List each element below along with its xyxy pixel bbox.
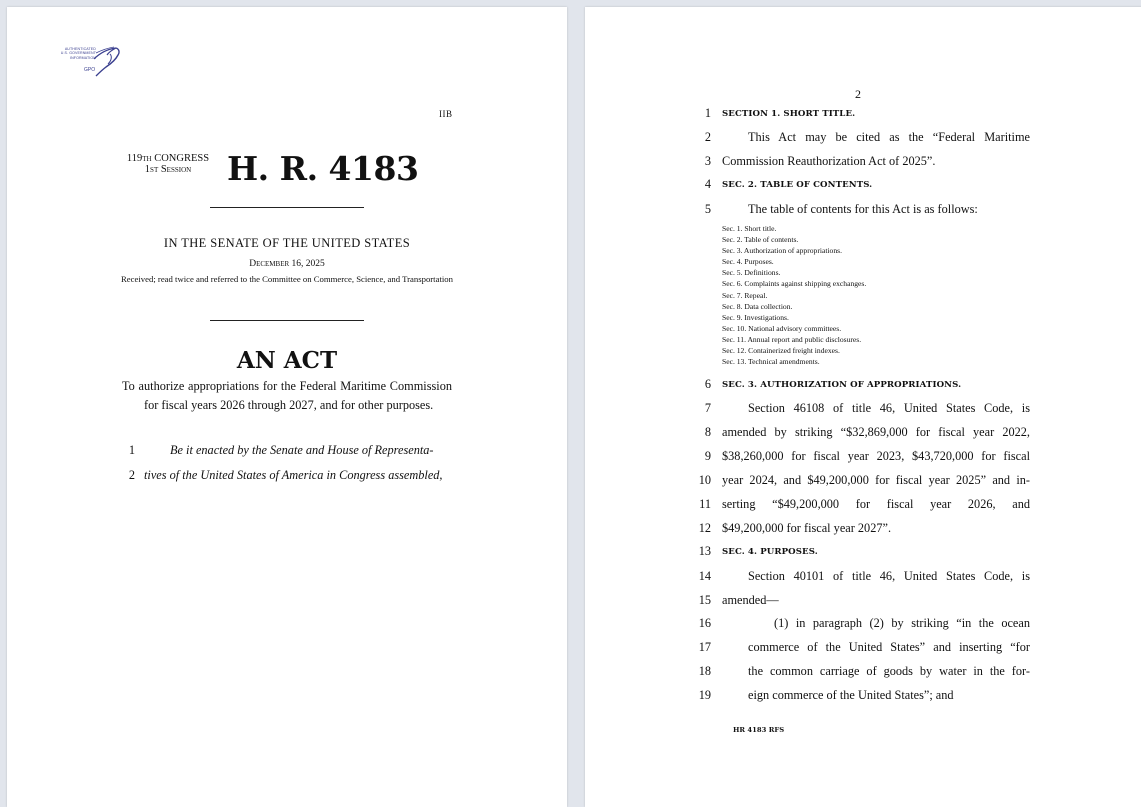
line-number: 12 <box>698 521 711 535</box>
page-number: 2 <box>855 87 861 101</box>
toc-entry: Sec. 13. Technical amendments. <box>722 357 820 367</box>
divider <box>210 207 364 208</box>
bill-text-line: $38,260,000 for fiscal year 2023, $43,720,000 for fiscal <box>722 449 1030 463</box>
congress-session-label <box>119 153 217 175</box>
line-number: 4 <box>704 177 711 191</box>
bill-text-line: year 2024, and $49,200,000 for fiscal year 2025” and in- <box>722 473 1030 487</box>
bill-number: H. R. 4183 <box>227 149 419 188</box>
page-footer: HR 4183 RFS <box>733 726 785 734</box>
document-page-2 <box>585 7 1141 807</box>
bill-text-line: $49,200,000 for fiscal year 2027”. <box>722 521 892 535</box>
line-number: 13 <box>698 544 711 558</box>
line-number: 14 <box>698 569 711 583</box>
line-number: 2 <box>128 468 135 482</box>
gpo-authenticated-logo <box>54 45 124 77</box>
document-page-1 <box>7 7 567 807</box>
toc-entry: Sec. 3. Authorization of appropriations. <box>722 246 842 256</box>
logo-line: AUTHENTICATED <box>64 47 96 51</box>
toc-entry: Sec. 8. Data collection. <box>722 301 793 311</box>
line-number: 11 <box>699 497 711 511</box>
bill-text-line: Section 40101 of title 46, United States Code, is <box>748 569 1030 583</box>
line-number: 5 <box>704 202 711 216</box>
bill-text-line: (1) in paragraph (2) by striking “in the ocean <box>774 616 1030 630</box>
section-heading: SECTION 1. SHORT TITLE. <box>722 109 856 119</box>
bill-text-line: amended— <box>722 593 779 607</box>
document-code: IIB <box>439 109 453 119</box>
congress-number: 119th CONGRESS <box>126 153 210 164</box>
bill-text-line: commerce of the United States” and inserting “for <box>748 640 1030 654</box>
section-heading: SEC. 4. PURPOSES. <box>722 547 818 557</box>
enacting-clause-line: tives of the United States of America in Congress assembled, <box>144 468 443 482</box>
line-number: 1 <box>128 443 135 457</box>
enacting-clause-line: Be it enacted by the Senate and House of Representa- <box>170 443 434 457</box>
toc-entry: Sec. 11. Annual report and public disclosures. <box>722 334 862 344</box>
referral-text: Received; read twice and referred to the Committee on Commerce, Science, and Transportation <box>121 274 453 284</box>
toc-entry: Sec. 4. Purposes. <box>722 257 774 267</box>
toc-entry: Sec. 6. Complaints against shipping exchanges. <box>722 279 867 289</box>
line-number: 10 <box>698 473 711 487</box>
bill-text-line: amended by striking “$32,869,000 for fiscal year 2022, <box>722 425 1030 439</box>
toc-entry: Sec. 1. Short title. <box>722 224 777 233</box>
bill-text-line: serting “$49,200,000 for fiscal year 2026, and <box>722 497 1030 511</box>
session-number: 1st Session <box>144 164 192 175</box>
bill-text-line: the common carriage of goods by water in the for- <box>748 664 1030 678</box>
line-number: 18 <box>698 664 711 678</box>
toc-entry: Sec. 7. Repeal. <box>722 290 768 300</box>
line-number: 7 <box>704 401 711 415</box>
logo-line: INFORMATION <box>70 55 96 60</box>
line-number: 6 <box>704 377 711 391</box>
bill-text-line: eign commerce of the United States”; and <box>748 688 954 702</box>
act-purpose: To authorize appropriations for the Federal Maritime Commission for fiscal years 2026 through 2027, and for other purposes. <box>122 379 452 412</box>
toc-entry: Sec. 10. National advisory committees. <box>722 323 842 333</box>
table-of-contents <box>722 223 866 367</box>
line-number: 3 <box>704 154 711 168</box>
bill-text-line: The table of contents for this Act is as follows: <box>748 202 978 216</box>
bill-text-line: Section 46108 of title 46, United States Code, is <box>748 401 1030 415</box>
line-number: 8 <box>704 425 711 439</box>
action-date: December 16, 2025 <box>249 259 325 269</box>
chamber-heading: IN THE SENATE OF THE UNITED STATES <box>163 236 411 250</box>
logo-gpo-text: GPO <box>84 67 96 73</box>
bill-text-line: Commission Reauthorization Act of 2025”. <box>722 154 936 168</box>
line-number: 17 <box>698 640 711 654</box>
toc-entry: Sec. 12. Containerized freight indexes. <box>722 346 840 356</box>
toc-entry: Sec. 9. Investigations. <box>722 312 789 322</box>
line-number: 9 <box>704 449 711 463</box>
section-heading: SEC. 2. TABLE OF CONTENTS. <box>722 180 873 190</box>
bill-text-line: This Act may be cited as the “Federal Maritime <box>748 130 1030 144</box>
line-number: 19 <box>698 688 711 702</box>
act-heading: AN ACT <box>236 347 338 374</box>
line-number: 16 <box>698 616 711 630</box>
toc-entry: Sec. 2. Table of contents. <box>722 235 799 245</box>
line-number: 15 <box>698 593 711 607</box>
toc-entry: Sec. 5. Definitions. <box>722 268 781 278</box>
line-number: 2 <box>704 130 711 144</box>
line-number: 1 <box>704 106 711 120</box>
divider <box>210 320 364 321</box>
logo-line: U.S. GOVERNMENT <box>60 51 96 56</box>
eagle-icon <box>92 45 122 77</box>
section-heading: SEC. 3. AUTHORIZATION OF APPROPRIATIONS. <box>722 380 962 390</box>
